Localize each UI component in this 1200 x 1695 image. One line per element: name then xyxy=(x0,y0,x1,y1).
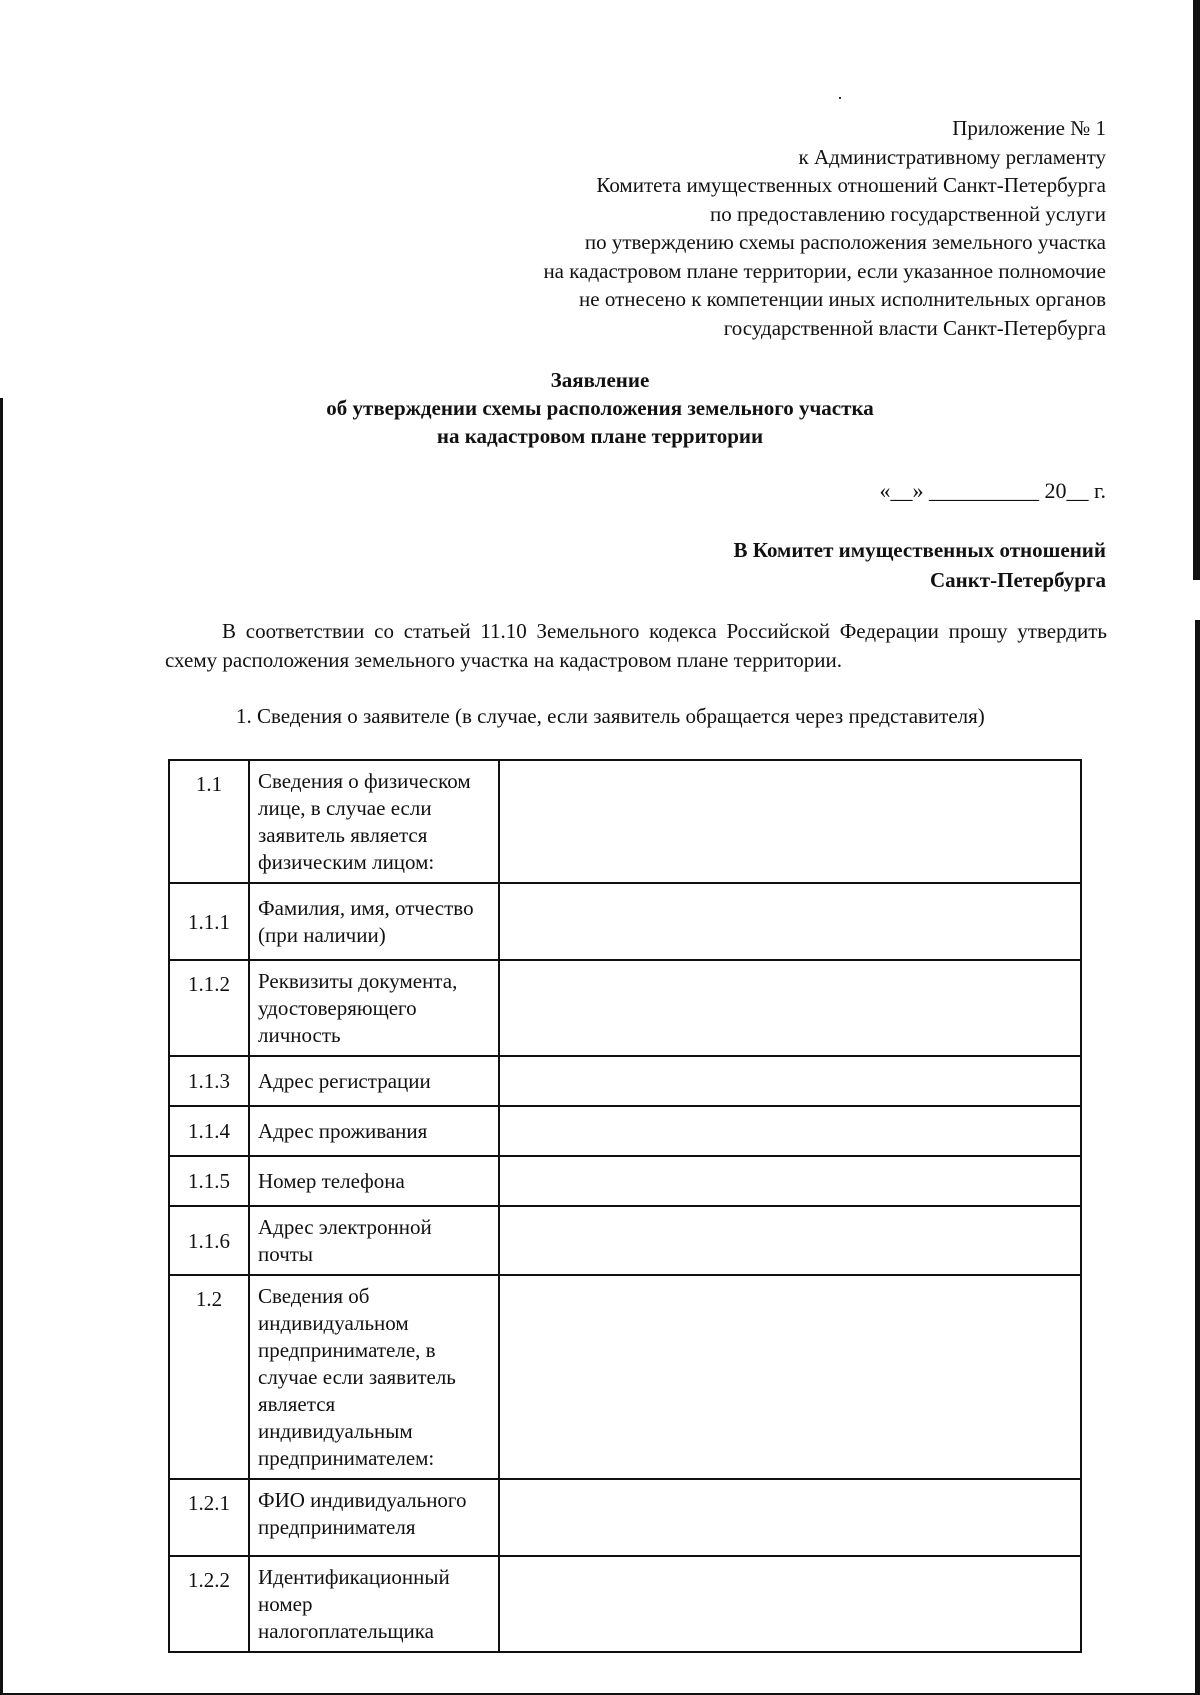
row-label: Фамилия, имя, отчество (при наличии) xyxy=(249,883,499,960)
document-title xyxy=(0,366,1200,450)
row-number: 1.2.1 xyxy=(169,1479,249,1556)
row-number: 1.1.5 xyxy=(169,1156,249,1206)
row-value-field[interactable] xyxy=(499,760,1081,883)
row-number: 1.1 xyxy=(169,760,249,883)
row-number: 1.1.1 xyxy=(169,883,249,960)
row-value-field[interactable] xyxy=(499,960,1081,1056)
request-paragraph: В соответствии со статьей 11.10 Земельного кодекса Российской Федерации прошу утвердить схему расположения земельного участка на кадастровом плане территории. xyxy=(165,619,1107,672)
row-value-field[interactable] xyxy=(499,1479,1081,1556)
row-number: 1.1.4 xyxy=(169,1106,249,1156)
row-label: Сведения об индивидуальном предпринимателе, в случае если заявитель является индивидуальным предпринимателем: xyxy=(249,1275,499,1479)
scan-edge-left xyxy=(0,398,3,1695)
row-label: Идентификационный номер налогоплательщика xyxy=(249,1556,499,1652)
row-value-field[interactable] xyxy=(499,1556,1081,1652)
table-row xyxy=(169,760,1081,883)
table-row xyxy=(169,1056,1081,1106)
appendix-line: Комитета имущественных отношений Санкт-Петербурга xyxy=(596,173,1106,197)
appendix-line: к Административному регламенту xyxy=(798,144,1106,169)
row-label: Адрес проживания xyxy=(249,1106,499,1156)
title-line: об утверждении схемы расположения земельного участка xyxy=(326,396,874,420)
date-field: «__» __________ 20__ г. xyxy=(879,478,1106,503)
table-row xyxy=(169,1156,1081,1206)
applicant-info-table xyxy=(168,759,1082,1653)
title-line: Заявление xyxy=(550,368,650,392)
row-number: 1.1.6 xyxy=(169,1206,249,1275)
appendix-header xyxy=(543,114,1106,342)
row-label: Адрес регистрации xyxy=(249,1056,499,1106)
row-value-field[interactable] xyxy=(499,1156,1081,1206)
appendix-line: по предоставлению государственной услуги xyxy=(710,201,1106,226)
scan-edge-right xyxy=(1193,0,1200,580)
appendix-line: государственной власти Санкт-Петербурга xyxy=(723,315,1106,340)
title-line: на кадастровом плане территории xyxy=(436,424,764,448)
addressee xyxy=(734,535,1106,595)
table-row xyxy=(169,1479,1081,1556)
scan-edge-right-inner xyxy=(1194,0,1196,60)
row-number: 1.1.2 xyxy=(169,960,249,1056)
appendix-line: Приложение № 1 xyxy=(952,116,1106,140)
section-title: 1. Сведения о заявителе (в случае, если заявитель обращается через представителя) xyxy=(236,704,985,728)
table-row xyxy=(169,883,1081,960)
row-number: 1.2 xyxy=(169,1275,249,1479)
row-value-field[interactable] xyxy=(499,1056,1081,1106)
row-label: Адрес электронной почты xyxy=(249,1206,499,1275)
appendix-line: на кадастровом плане территории, если указанное полномочие xyxy=(543,258,1106,283)
addressee-line: В Комитет имущественных отношений xyxy=(733,538,1106,562)
row-value-field[interactable] xyxy=(499,1275,1081,1479)
row-number: 1.1.3 xyxy=(169,1056,249,1106)
row-label: ФИО индивидуального предпринимателя xyxy=(249,1479,499,1556)
row-number: 1.2.2 xyxy=(169,1556,249,1652)
appendix-line: по утверждению схемы расположения земельного участка xyxy=(584,230,1106,254)
row-label: Номер телефона xyxy=(249,1156,499,1206)
row-value-field[interactable] xyxy=(499,1106,1081,1156)
row-value-field[interactable] xyxy=(499,1206,1081,1275)
row-label: Реквизиты документа, удостоверяющего личность xyxy=(249,960,499,1056)
addressee-line: Санкт-Петербурга xyxy=(929,568,1106,592)
scan-edge-right-lower xyxy=(1195,620,1200,1695)
table-row xyxy=(169,960,1081,1056)
row-value-field[interactable] xyxy=(499,883,1081,960)
table-row xyxy=(169,1106,1081,1156)
table-row xyxy=(169,1206,1081,1275)
row-label: Сведения о физическом лице, в случае если заявитель является физическим лицом: xyxy=(249,760,499,883)
table-row xyxy=(169,1556,1081,1652)
scan-speck xyxy=(839,97,841,99)
table-row xyxy=(169,1275,1081,1479)
appendix-line: не отнесено к компетенции иных исполнительных органов xyxy=(579,287,1106,311)
